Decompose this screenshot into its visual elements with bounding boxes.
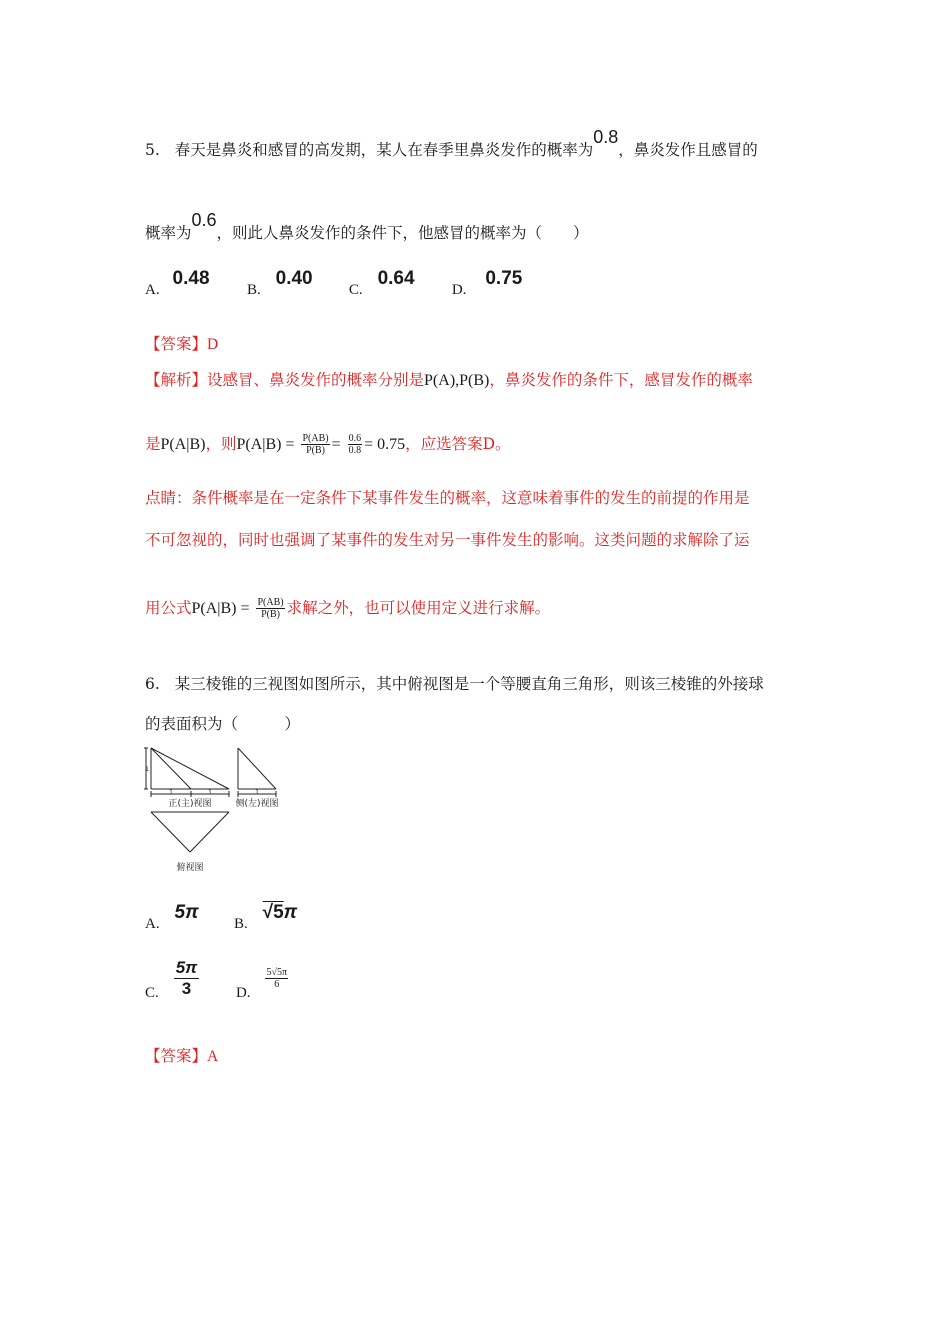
front-view-label: 正(主)视图	[168, 799, 212, 809]
option-label: A.	[145, 916, 160, 932]
tip-text1: 点睛：条件概率是在一定条件下某事件发生的概率，这意味着事件的发生的前提的作用是	[145, 489, 750, 507]
tip-text2: 不可忽视的，同时也强调了某事件的发生对另一事件发生的影响。这类问题的求解除了运	[145, 531, 750, 549]
q5-option-a	[145, 268, 242, 298]
fraction-pab-pb-tip	[256, 597, 284, 621]
option-label: C.	[348, 282, 363, 298]
option-value: 0.48	[172, 268, 210, 289]
option-label: D.	[235, 984, 251, 1001]
side-view-label: 侧(左)视图	[235, 799, 279, 809]
q5-option-b	[246, 268, 344, 298]
fraction-06-08	[348, 433, 363, 457]
analysis-text2a: 是	[145, 435, 161, 453]
q5-option-c	[348, 268, 447, 298]
dim-label-side: 1	[255, 789, 259, 796]
q6-number: 6.	[145, 675, 160, 693]
three-view-figure	[143, 744, 283, 876]
q6-answer	[145, 1044, 218, 1066]
answer-tag: 【答案】	[145, 335, 208, 353]
q5-analysis-line1	[145, 368, 753, 390]
option-value: 0.40	[275, 268, 313, 289]
q6-option-c	[145, 958, 231, 999]
option-label: B.	[233, 916, 248, 932]
q5-stem-line1	[145, 127, 758, 160]
option-value: 5π	[174, 902, 199, 923]
q6-option-d	[235, 966, 290, 1001]
answer-value: A	[207, 1048, 219, 1065]
equals-result: = 0.75	[364, 436, 406, 453]
fraction-5sqrt5pi-6	[265, 967, 288, 991]
q5-analysis-line2	[145, 432, 511, 457]
analysis-text2c: ，应选答案D。	[405, 435, 511, 453]
q5-option-d	[451, 268, 523, 298]
q5-stem-text2b: ，则此人鼻炎发作的条件下，他感冒的概率为（ ）	[216, 224, 589, 242]
q5-number: 5.	[145, 141, 160, 159]
analysis-tag: 【解析】	[145, 371, 208, 389]
q5-answer	[145, 332, 218, 354]
dim-label-height: 1	[145, 766, 149, 773]
top-view-label: 俯视图	[176, 863, 204, 873]
option-label: A.	[145, 282, 160, 298]
q6-stem-text1: 某三棱锥的三视图如图所示，其中俯视图是一个等腰直角三角形，则该三棱锥的外接球	[174, 675, 764, 693]
fraction-denominator: P(B)	[306, 445, 325, 456]
pi-symbol: π	[283, 902, 298, 923]
fraction-numerator: 5π	[175, 958, 198, 977]
analysis-math-pab: P(A|B)	[160, 436, 206, 453]
option-value: 0.64	[377, 268, 415, 289]
q5-options	[145, 268, 523, 298]
fraction-numerator: 0.6	[348, 433, 362, 444]
q5-value-06: 0.6	[191, 210, 217, 230]
fraction-denominator: 6	[274, 978, 280, 990]
fraction-denominator: P(B)	[261, 609, 280, 620]
sqrt-5: √5	[262, 902, 284, 923]
q6-option-b	[233, 902, 298, 932]
q5-tip-line3	[145, 596, 550, 621]
q5-stem-line2	[145, 210, 589, 243]
fraction-numerator: 5√5π	[266, 966, 288, 978]
tip-text3a: 用公式	[145, 599, 192, 617]
option-label: B.	[246, 282, 261, 298]
analysis-math-pa-pb: P(A),P(B)	[424, 372, 490, 389]
tip-math-pab: P(A|B) =	[191, 600, 250, 617]
equals-sign: =	[331, 436, 341, 453]
top-view	[151, 812, 229, 852]
answer-tag: 【答案】	[145, 1047, 208, 1065]
option-value	[263, 902, 298, 923]
q6-stem-line1	[145, 672, 764, 694]
q6-options-row1	[145, 902, 298, 932]
q6-options-row2	[145, 958, 290, 999]
tip-text3b: 求解之外，也可以使用定义进行求解。	[286, 599, 551, 617]
fraction-numerator: P(AB)	[302, 433, 329, 444]
fraction-denominator: 0.8	[348, 445, 362, 456]
answer-value: D	[207, 336, 219, 353]
q6-stem-text2: 的表面积为（ ）	[145, 715, 301, 733]
analysis-text1a: 设感冒、鼻炎发作的概率分别是	[207, 371, 425, 389]
fraction-pab-pb	[301, 433, 329, 457]
front-view	[144, 748, 229, 797]
q5-stem-text1b: ，鼻炎发作且感冒的	[618, 141, 758, 159]
fraction-denominator: 3	[181, 979, 192, 998]
option-value: 0.75	[485, 268, 523, 289]
analysis-text1b: ，鼻炎发作的条件下，感冒发作的概率	[489, 371, 753, 389]
dim-label-front-left: 1	[169, 789, 173, 796]
option-label: C.	[145, 984, 159, 1001]
q5-tip-line1	[145, 486, 750, 508]
fraction-5pi-3	[174, 958, 200, 999]
q5-stem-text2a: 概率为	[145, 224, 192, 242]
q5-tip-line2	[145, 528, 750, 550]
q5-stem-text1: 春天是鼻炎和感冒的高发期，某人在春季里鼻炎发作的概率为	[174, 141, 594, 159]
fraction-numerator: P(AB)	[257, 597, 284, 608]
option-label: D.	[451, 282, 467, 298]
analysis-text2b: ，则	[205, 435, 237, 453]
q6-stem-line2	[145, 712, 300, 734]
q5-value-08: 0.8	[593, 127, 619, 147]
q6-option-a	[145, 902, 229, 932]
dim-label-front-right: 1	[208, 789, 212, 796]
analysis-math-pab2: P(A|B) =	[236, 436, 295, 453]
